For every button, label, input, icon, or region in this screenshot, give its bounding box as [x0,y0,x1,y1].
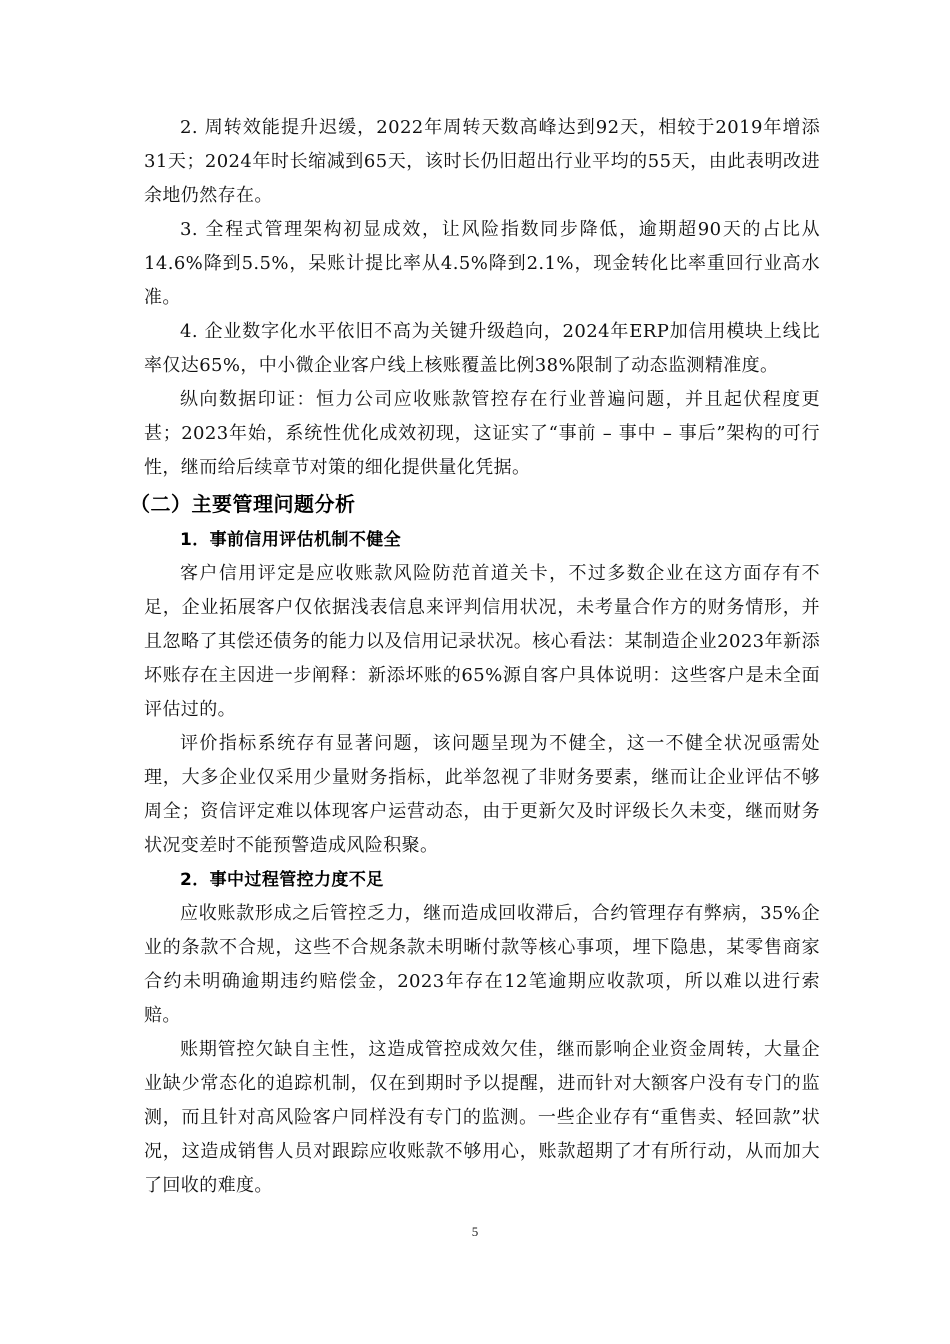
section-heading: （二）主要管理问题分析 [130,492,356,516]
paragraph-credit-evaluation: 客户信用评定是应收账款风险防范首道关卡，不过多数企业在这方面存有不足，企业拓展客户仅依据浅表信息来评判信用状况，未考量合作方的财务情形，并且忽略了其偿还债务的能力以及信用记录状况。核心看法：某制造企业2023年新添坏账存在主因进一步阐释：新添坏账的65%源自客户具体说明：这些客户是未全面评估过的。 [144,563,820,720]
paragraph-contract-management: 应收账款形成之后管控乏力，继而造成回收滞后，合约管理存有弊病，35%企业的条款不合规，这些不合规条款未明晰付款等核心事项，埋下隐患，某零售商家合约未明确逾期违约赔偿金，2023年存在12笔逾期应收款项，所以难以进行索赔。 [144,903,820,1026]
paragraph-digitalization: 4. 企业数字化水平依旧不高为关键升级趋向，2024年ERP加信用模块上线比率仅达65%，中小微企业客户线上核账覆盖比例38%限制了动态监测精准度。 [144,321,820,376]
page-number: 5 [471,1224,479,1239]
paragraph-turnover: 2. 周转效能提升迟缓，2022年周转天数高峰达到92天，相较于2019年增添31天；2024年时长缩减到65天，该时长仍旧超出行业平均的55天，由此表明改进余地仍然存在。 [144,117,820,206]
paragraph-payment-term-control: 账期管控欠缺自主性，这造成管控成效欠佳，继而影响企业资金周转，大量企业缺少常态化的追踪机制，仅在到期时予以提醒，进而针对大额客户没有专门的监测，而且针对高风险客户同样没有专门的监测。一些企业存有“重售卖、轻回款”状况，这造成销售人员对跟踪应收账款不够用心，账款超期了才有所行动，从而加大了回收的难度。 [144,1039,820,1196]
subsection-heading-credit-assessment: 1．事前信用评估机制不健全 [180,530,402,550]
paragraph-risk-index: 3. 全程式管理架构初显成效，让风险指数同步降低，逾期超90天的占比从14.6%降到5.5%，呆账计提比率从4.5%降到2.1%，现金转化比率重回行业高水准。 [144,219,820,308]
page-body [130,111,820,1203]
paragraph-indicator-system: 评价指标系统存有显著问题，该问题呈现为不健全，这一不健全状况亟需处理，大多企业仅采用少量财务指标，此举忽视了非财务要素，继而让企业评估不够周全；资信评定难以体现客户运营动态，由于更新欠及时评级长久未变，继而财务状况变差时不能预警造成风险积聚。 [144,733,820,856]
subsection-heading-process-control: 2．事中过程管控力度不足 [180,870,384,890]
paragraph-longitudinal-evidence: 纵向数据印证：恒力公司应收账款管控存在行业普遍问题，并且起伏程度更甚；2023年始，系统性优化成效初现，这证实了“事前 – 事中 – 事后”架构的可行性，继而给后续章节对策的细化提供量化凭据。 [144,389,820,478]
